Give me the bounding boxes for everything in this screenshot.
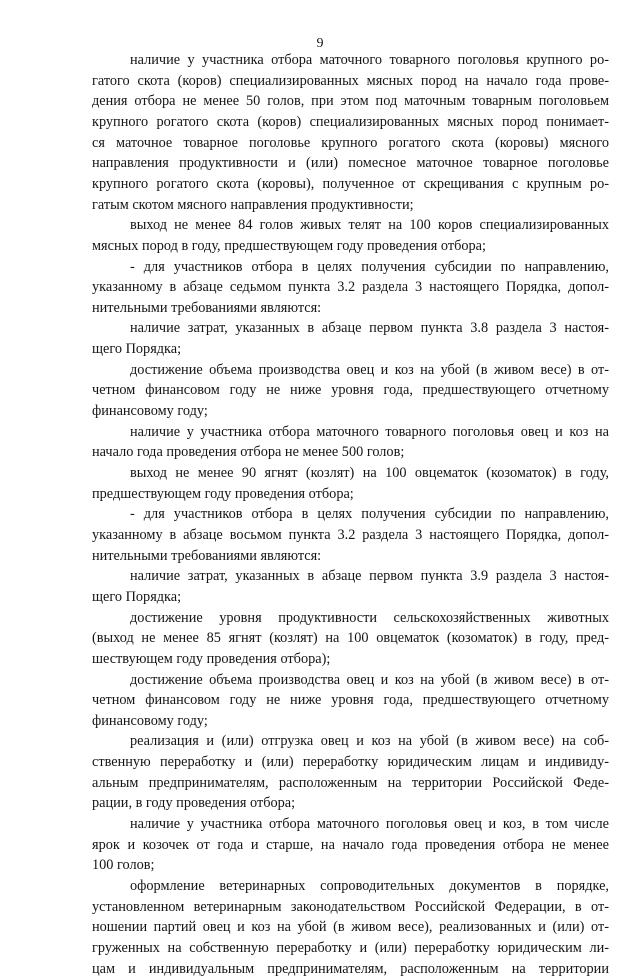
text-line: ярок и козочек от года и старше, на начало года проведения отбора не менее [92,836,609,853]
text-line: направления продуктивности и (или) помесное маточное товарное поголовье [92,155,609,172]
text-line: наличие у участника отбора маточного товарного поголовья крупного ро- [130,52,609,68]
text-line: шествующем году проведения отбора); [92,650,331,667]
text-line: дения отбора не менее 50 голов, при этом под маточным товарным поголовьем [92,93,609,110]
text-line: выход не менее 90 ягнят (козлят) на 100 овцематок (козоматок) в году, [130,465,609,481]
text-line: ственную переработку и (или) переработку юридическим лицам и индивиду- [92,754,609,771]
text-line: гатым скотом мясного направления продуктивности; [92,196,414,213]
text-line: мясных пород в году, предшествующем году проведения отбора; [92,237,486,254]
text-line: наличие затрат, указанных в абзаце первом пункта 3.8 раздела 3 настоя- [130,320,609,337]
text-line: щего Порядка; [92,588,182,605]
text-line: наличие затрат, указанных в абзаце первом пункта 3.9 раздела 3 настоя- [130,568,609,585]
text-line: нительными требованиями являются: [92,299,322,316]
text-line: достижение уровня продуктивности сельскохозяйственных животных [130,609,609,626]
text-line: - для участников отбора в целях получения субсидии по направлению, [130,506,609,523]
text-line: ся маточное товарное поголовье крупного рогатого скота (коровы) мясного [92,134,609,151]
text-line: предшествующем году проведения отбора; [92,485,354,502]
text-line: указанному в абзаце седьмом пункта 3.2 раздела 3 настоящего Порядка, допол- [92,279,609,296]
text-line: цам и индивидуальным предпринимателям, расположенным на территории [92,960,609,977]
text-line: достижение объема производства овец и коз на убой (в живом весе) в от- [130,671,609,688]
text-line: гатого скота (коров) специализированных мясных пород на начало года прове- [92,72,609,89]
text-line: наличие у участника отбора маточного поголовья овец и коз, в том числе [130,816,609,832]
text-line: финансовому году; [92,712,208,729]
text-line: установленном ветеринарным законодательством Российской Федерации, в от- [92,898,609,915]
text-line: щего Порядка; [92,341,182,358]
text-line: - для участников отбора в целях получения субсидии по направлению, [130,258,609,275]
text-line: нительными требованиями являются: [92,547,322,564]
text-line: оформление ветеринарных сопроводительных документов в порядке, [130,878,609,894]
text-line: реализация и (или) отгрузка овец и коз на убой (в живом весе) на соб- [130,733,609,750]
text-line: четном финансовом году не ниже уровня года, предшествующего отчетному [92,692,609,709]
text-line: 100 голов; [92,857,155,874]
text-line: альным предпринимателям, расположенным на территории Российской Феде- [92,774,609,791]
text-line: ношении партий овец и коз на убой (в живом весе), реализованных и (или) от- [92,919,609,936]
text-line: (выход не менее 85 ягнят (козлят) на 100 овцематок (козоматок) в году, пред- [92,630,609,647]
text-line: финансовому году; [92,403,208,419]
text-line: крупного рогатого скота (коров) специализированных мясных пород понимает- [92,113,609,130]
text-line: указанному в абзаце восьмом пункта 3.2 раздела 3 настоящего Порядка, допол- [92,527,609,543]
text-line: достижение объема производства овец и коз на убой (в живом весе) в от- [130,361,609,378]
text-line: наличие у участника отбора маточного товарного поголовья овец и коз на [130,423,609,440]
text-line: четном финансовом году не ниже уровня года, предшествующего отчетному [92,382,609,399]
text-line: груженных на собственную переработку и (или) переработку юридическим ли- [92,939,609,956]
text-line: крупного рогатого скота (коровы), полученное от скрещивания с крупным ро- [92,175,609,192]
text-line: начало года проведения отбора не менее 500 голов; [92,444,405,461]
page-number: 9 [316,36,324,51]
text-line: рации, в году проведения отбора; [92,795,296,812]
text-line: выход не менее 84 голов живых телят на 100 коров специализированных [130,217,609,234]
